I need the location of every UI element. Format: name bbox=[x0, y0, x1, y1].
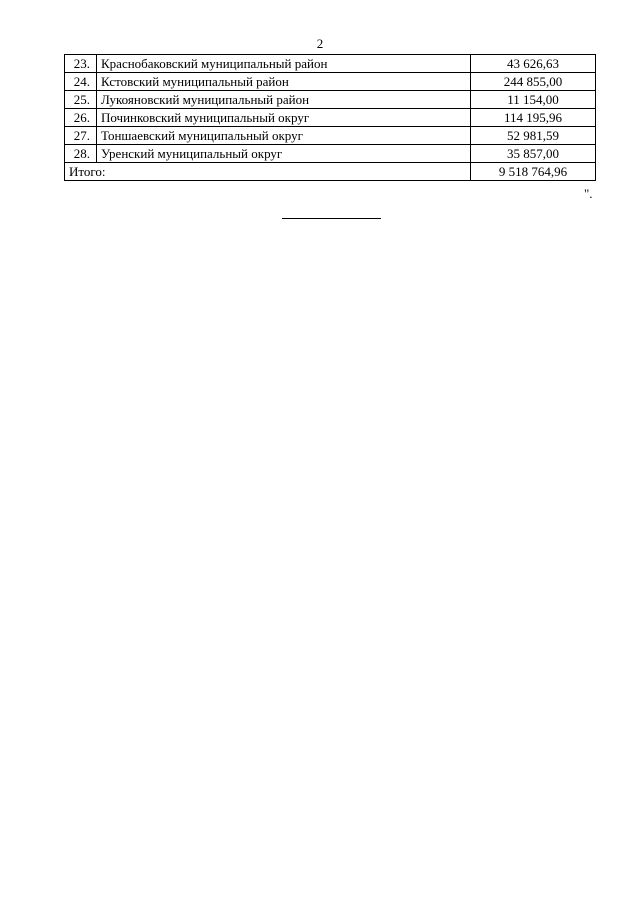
table-row bbox=[65, 91, 596, 109]
municipality-name: Кстовский муниципальный район bbox=[97, 73, 471, 91]
closing-quote-mark: ". bbox=[584, 186, 593, 201]
total-value: 9 518 764,96 bbox=[471, 163, 596, 181]
amount-value: 43 626,63 bbox=[471, 55, 596, 73]
table-row bbox=[65, 145, 596, 163]
row-number: 27. bbox=[65, 127, 97, 145]
municipality-name: Лукояновский муниципальный район bbox=[97, 91, 471, 109]
end-of-document-rule bbox=[282, 218, 381, 219]
amount-value: 114 195,96 bbox=[471, 109, 596, 127]
row-number: 28. bbox=[65, 145, 97, 163]
total-label: Итого: bbox=[65, 163, 471, 181]
table-row bbox=[65, 55, 596, 73]
table-row bbox=[65, 109, 596, 127]
table-row bbox=[65, 127, 596, 145]
municipality-name: Уренский муниципальный округ bbox=[97, 145, 471, 163]
municipality-name: Починковский муниципальный округ bbox=[97, 109, 471, 127]
total-row bbox=[65, 163, 596, 181]
amount-value: 52 981,59 bbox=[471, 127, 596, 145]
page-number: 2 bbox=[316, 36, 324, 51]
amount-value: 35 857,00 bbox=[471, 145, 596, 163]
row-number: 24. bbox=[65, 73, 97, 91]
allocation-table bbox=[64, 54, 596, 181]
row-number: 23. bbox=[65, 55, 97, 73]
amount-value: 244 855,00 bbox=[471, 73, 596, 91]
row-number: 25. bbox=[65, 91, 97, 109]
table-row bbox=[65, 73, 596, 91]
municipality-name: Тоншаевский муниципальный округ bbox=[97, 127, 471, 145]
amount-value: 11 154,00 bbox=[471, 91, 596, 109]
row-number: 26. bbox=[65, 109, 97, 127]
municipality-name: Краснобаковский муниципальный район bbox=[97, 55, 471, 73]
